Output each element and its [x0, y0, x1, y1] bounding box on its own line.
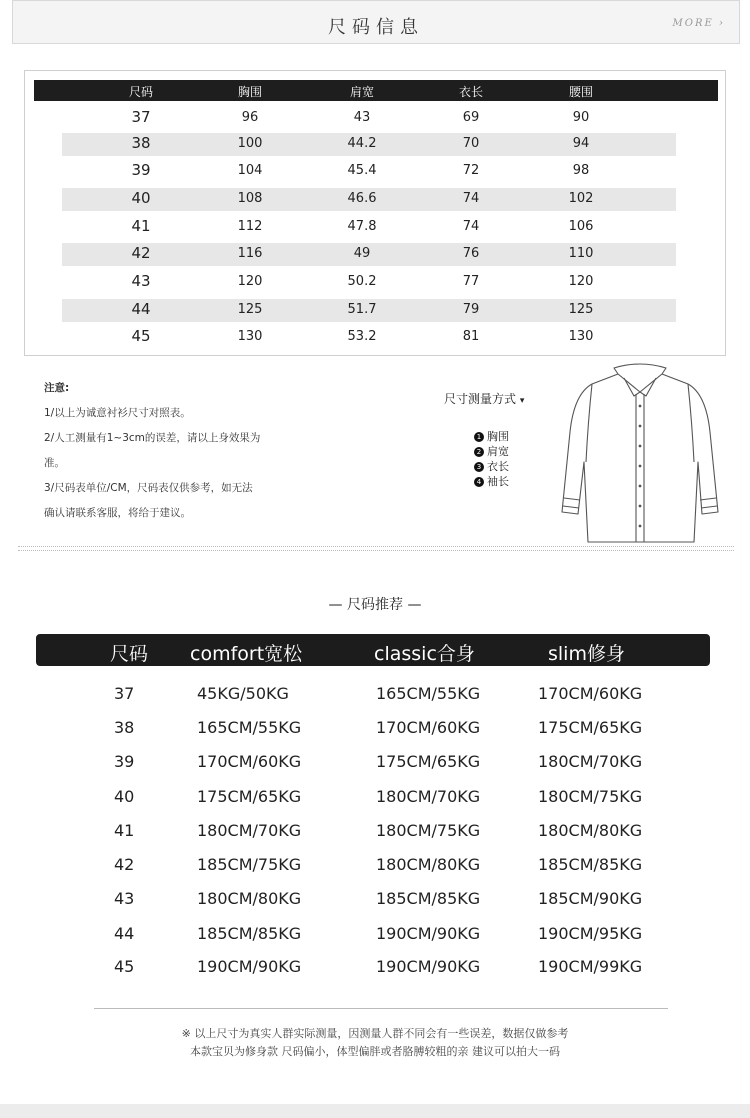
recommend-cell: 165CM/55KG — [376, 684, 481, 703]
recommend-header-slim: slim修身 — [548, 643, 625, 665]
recommend-cell: 43 — [114, 889, 135, 908]
size-table-row — [62, 107, 676, 130]
recommend-row — [0, 855, 750, 885]
size-table-cell: 130 — [568, 329, 594, 344]
size-table-cell: 116 — [237, 246, 263, 261]
measure-item — [474, 444, 509, 459]
size-table-cell: 125 — [568, 302, 594, 317]
recommend-cell: 190CM/95KG — [538, 924, 643, 943]
size-table-cell: 41 — [131, 217, 151, 235]
page-title: 尺码信息 — [328, 17, 424, 38]
recommend-cell: 170CM/60KG — [197, 752, 302, 771]
recommend-cell: 185CM/85KG — [197, 924, 302, 943]
size-table-row — [62, 216, 676, 239]
size-table-row — [62, 133, 676, 156]
recommend-cell: 180CM/75KG — [538, 787, 643, 806]
recommend-row — [0, 787, 750, 817]
recommend-cell: 180CM/80KG — [197, 889, 302, 908]
recommend-cell: 175CM/65KG — [538, 718, 643, 737]
size-header-shoulder: 肩宽 — [349, 85, 375, 99]
size-table-cell: 38 — [131, 134, 151, 152]
size-table-cell: 100 — [237, 136, 263, 151]
size-header-length: 衣长 — [458, 85, 484, 99]
size-table-cell: 120 — [568, 274, 594, 289]
recommend-cell: 37 — [114, 684, 135, 703]
recommend-cell: 180CM/70KG — [376, 787, 481, 806]
number-badge-icon: 2 — [474, 447, 484, 457]
size-table-cell: 94 — [572, 136, 590, 151]
recommend-cell: 185CM/90KG — [538, 889, 643, 908]
recommend-cell: 180CM/80KG — [376, 855, 481, 874]
measure-label: 袖长 — [487, 475, 509, 488]
size-table-cell: 37 — [131, 108, 151, 126]
recommend-cell: 41 — [114, 821, 135, 840]
recommend-header-comfort: comfort宽松 — [190, 643, 303, 665]
size-table-cell: 81 — [462, 329, 480, 344]
size-table-cell: 47.8 — [347, 219, 377, 234]
size-table-cell: 125 — [237, 302, 263, 317]
size-table-row — [62, 326, 676, 349]
recommend-header-size: 尺码 — [110, 643, 149, 665]
size-table-cell: 74 — [462, 219, 480, 234]
size-table-cell: 43 — [353, 110, 371, 125]
size-table-row — [62, 188, 676, 211]
size-table-cell: 53.2 — [347, 329, 377, 344]
size-table-cell: 110 — [568, 246, 594, 261]
measure-title-text: 尺寸测量方式 — [444, 392, 517, 406]
notes-line: 确认请联系客服，将给于建议。 — [44, 507, 191, 519]
size-table-cell: 39 — [131, 161, 151, 179]
size-table-cell: 70 — [462, 136, 480, 151]
recommend-cell: 180CM/80KG — [538, 821, 643, 840]
recommend-cell: 170CM/60KG — [376, 718, 481, 737]
recommend-cell: 45 — [114, 957, 135, 976]
recommend-cell: 190CM/90KG — [376, 957, 481, 976]
size-table-cell: 108 — [237, 191, 263, 206]
notes-line: 2/人工测量有1~3cm的误差，请以上身效果为 — [44, 432, 261, 444]
size-table-cell: 79 — [462, 302, 480, 317]
recommend-cell: 185CM/85KG — [538, 855, 643, 874]
footnote-line-1: ※ 以上尺寸为真实人群实际测量，因测量人群不同会有一些误差，数据仅做参考 — [181, 1027, 569, 1040]
recommend-cell: 40 — [114, 787, 135, 806]
measure-label: 肩宽 — [487, 445, 509, 458]
size-table-cell: 90 — [572, 110, 590, 125]
recommend-cell: 190CM/90KG — [197, 957, 302, 976]
size-table-cell: 44 — [131, 300, 151, 318]
size-header-chest: 胸围 — [237, 85, 263, 99]
size-table-cell: 46.6 — [347, 191, 377, 206]
size-table-cell: 40 — [131, 189, 151, 207]
recommend-cell: 185CM/85KG — [376, 889, 481, 908]
size-table-cell: 104 — [237, 163, 263, 178]
recommend-title: — 尺码推荐 — — [328, 597, 422, 613]
size-table-header — [34, 80, 718, 101]
number-badge-icon: 3 — [474, 462, 484, 472]
size-table-cell: 74 — [462, 191, 480, 206]
measure-label: 衣长 — [487, 460, 509, 473]
recommend-cell: 180CM/70KG — [538, 752, 643, 771]
recommend-cell: 42 — [114, 855, 135, 874]
size-table-cell: 45.4 — [347, 163, 377, 178]
size-table-cell: 102 — [568, 191, 594, 206]
size-table-cell: 106 — [568, 219, 594, 234]
notes-line: 准。 — [44, 457, 65, 469]
section-header — [12, 0, 740, 44]
size-table-cell: 96 — [241, 110, 259, 125]
recommend-cell: 38 — [114, 718, 135, 737]
number-badge-icon: 4 — [474, 477, 484, 487]
bottom-divider — [94, 1008, 668, 1009]
size-table-row — [62, 243, 676, 266]
recommend-row — [0, 889, 750, 919]
bottom-band — [0, 1104, 750, 1118]
recommend-row — [0, 924, 750, 954]
measure-item — [474, 474, 509, 489]
size-header-waist: 腰围 — [568, 85, 594, 99]
recommend-cell: 190CM/90KG — [376, 924, 481, 943]
measure-list — [474, 429, 509, 489]
size-table-cell: 69 — [462, 110, 480, 125]
size-table-row — [62, 160, 676, 183]
size-table-cell: 120 — [237, 274, 263, 289]
size-table-cell: 76 — [462, 246, 480, 261]
recommend-cell: 190CM/99KG — [538, 957, 643, 976]
recommend-cell: 165CM/55KG — [197, 718, 302, 737]
recommend-cell: 39 — [114, 752, 135, 771]
recommend-row — [0, 684, 750, 714]
size-table-cell: 77 — [462, 274, 480, 289]
recommend-cell: 170CM/60KG — [538, 684, 643, 703]
size-table-row — [62, 271, 676, 294]
recommend-row — [0, 957, 750, 987]
recommend-cell: 175CM/65KG — [376, 752, 481, 771]
notes-line: 1/以上为诚意衬衫尺寸对照表。 — [44, 407, 191, 419]
size-table-cell: 72 — [462, 163, 480, 178]
recommend-cell: 180CM/70KG — [197, 821, 302, 840]
size-table-cell: 112 — [237, 219, 263, 234]
section-divider — [18, 546, 734, 551]
recommend-row — [0, 821, 750, 851]
size-table-cell: 44.2 — [347, 136, 377, 151]
notes-line: 3/尺码表单位/CM，尺码表仅供参考，如无法 — [44, 482, 253, 494]
notes-title: 注意: — [44, 382, 70, 394]
recommend-cell: 185CM/75KG — [197, 855, 302, 874]
size-table-cell: 43 — [131, 272, 151, 290]
number-badge-icon: 1 — [474, 432, 484, 442]
size-table-cell: 98 — [572, 163, 590, 178]
recommend-cell: 44 — [114, 924, 135, 943]
size-header-size: 尺码 — [128, 85, 154, 99]
size-table-cell: 45 — [131, 327, 151, 345]
measure-item — [474, 429, 509, 444]
recommend-row — [0, 752, 750, 782]
footnote-line-2: 本款宝贝为修身款 尺码偏小，体型偏胖或者胳膊较粗的亲 建议可以拍大一码 — [190, 1045, 560, 1058]
size-table-cell: 130 — [237, 329, 263, 344]
shirt-diagram — [552, 362, 728, 544]
size-table-cell: 42 — [131, 244, 151, 262]
size-table-row — [62, 299, 676, 322]
size-table-cell: 51.7 — [347, 302, 377, 317]
recommend-row — [0, 718, 750, 748]
recommend-cell: 180CM/75KG — [376, 821, 481, 840]
more-link[interactable]: MORE › — [672, 18, 725, 29]
recommend-cell: 45KG/50KG — [197, 684, 289, 703]
measure-title — [444, 390, 524, 407]
size-table-cell: 49 — [353, 246, 371, 261]
recommend-cell: 175CM/65KG — [197, 787, 302, 806]
notes-block — [44, 376, 284, 526]
recommend-header-classic: classic合身 — [374, 643, 475, 665]
measure-item — [474, 459, 509, 474]
triangle-down-icon: ▾ — [519, 396, 525, 406]
recommend-header — [36, 634, 710, 666]
measure-label: 胸围 — [487, 430, 509, 443]
size-table-cell: 50.2 — [347, 274, 377, 289]
